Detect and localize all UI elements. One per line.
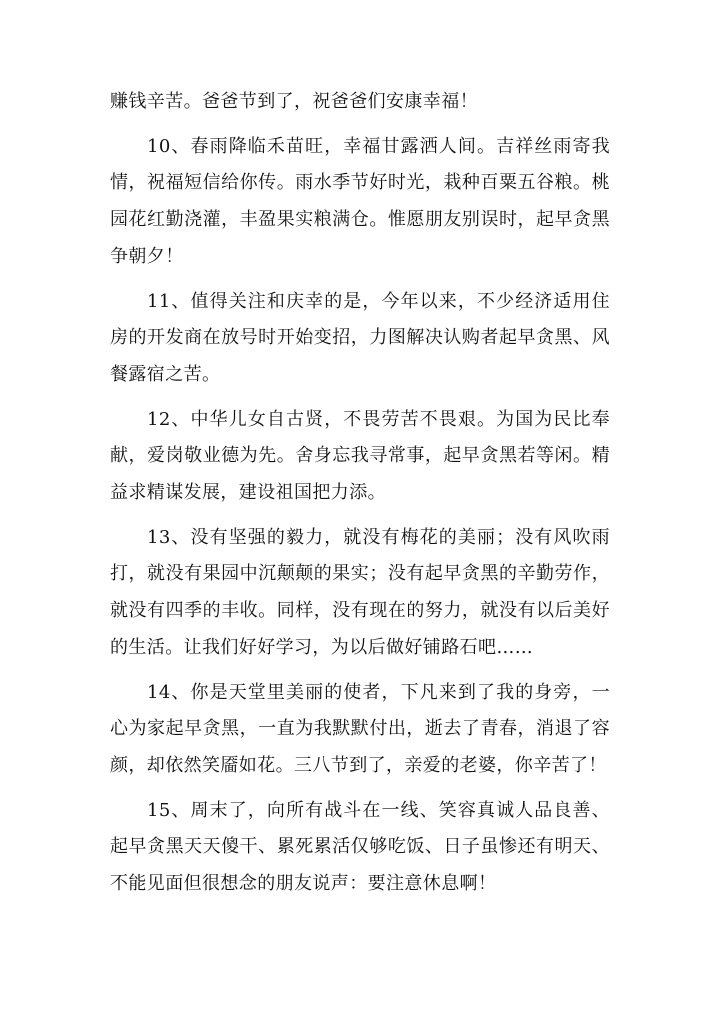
document-page (110, 84, 610, 911)
paragraph-item-10: 10、春雨降临禾苗旺，幸福甘露洒人间。吉祥丝雨寄我情，祝福短信给你传。雨水季节好时光，栽种百粟五谷粮。桃园花红勤浇灌，丰盈果实粮满仓。惟愿朋友别误时，起早贪黑争朝夕！ (110, 135, 610, 267)
paragraph-item-12: 12、中华儿女自古贤，不畏劳苦不畏艰。为国为民比奉献，爱岗敬业德为先。舍身忘我寻常事，起早贪黑若等闲。精益求精谋发展，建设祖国把力添。 (110, 408, 610, 504)
paragraph-item-11: 11、值得关注和庆幸的是，今年以来，不少经济适用住房的开发商在放号时开始变招，力图解决认购者起早贪黑、风餐露宿之苦。 (110, 290, 610, 385)
paragraph-item-13: 13、没有坚强的毅力，就没有梅花的美丽；没有风吹雨打，就没有果园中沉颠颠的果实；没有起早贪黑的辛勤劳作，就没有四季的丰收。同样，没有现在的努力，就没有以后美好的生活。让我们好好学习，为以后做好铺路石吧…… (110, 526, 610, 658)
paragraph-item-14: 14、你是天堂里美丽的使者，下凡来到了我的身旁，一心为家起早贪黑，一直为我默默付出，逝去了青春，消退了容颜，却依然笑靥如花。三八节到了，亲爱的老婆，你辛苦了！ (110, 681, 610, 776)
paragraph-continuation: 赚钱辛苦。爸爸节到了，祝爸爸们安康幸福！ (110, 91, 478, 112)
paragraph-item-15: 15、周末了，向所有战斗在一线、笑容真诚人品良善、起早贪黑天天傻干、累死累活仅够吃饭、日子虽惨还有明天、不能见面但很想念的朋友说声：要注意休息啊！ (110, 799, 610, 895)
